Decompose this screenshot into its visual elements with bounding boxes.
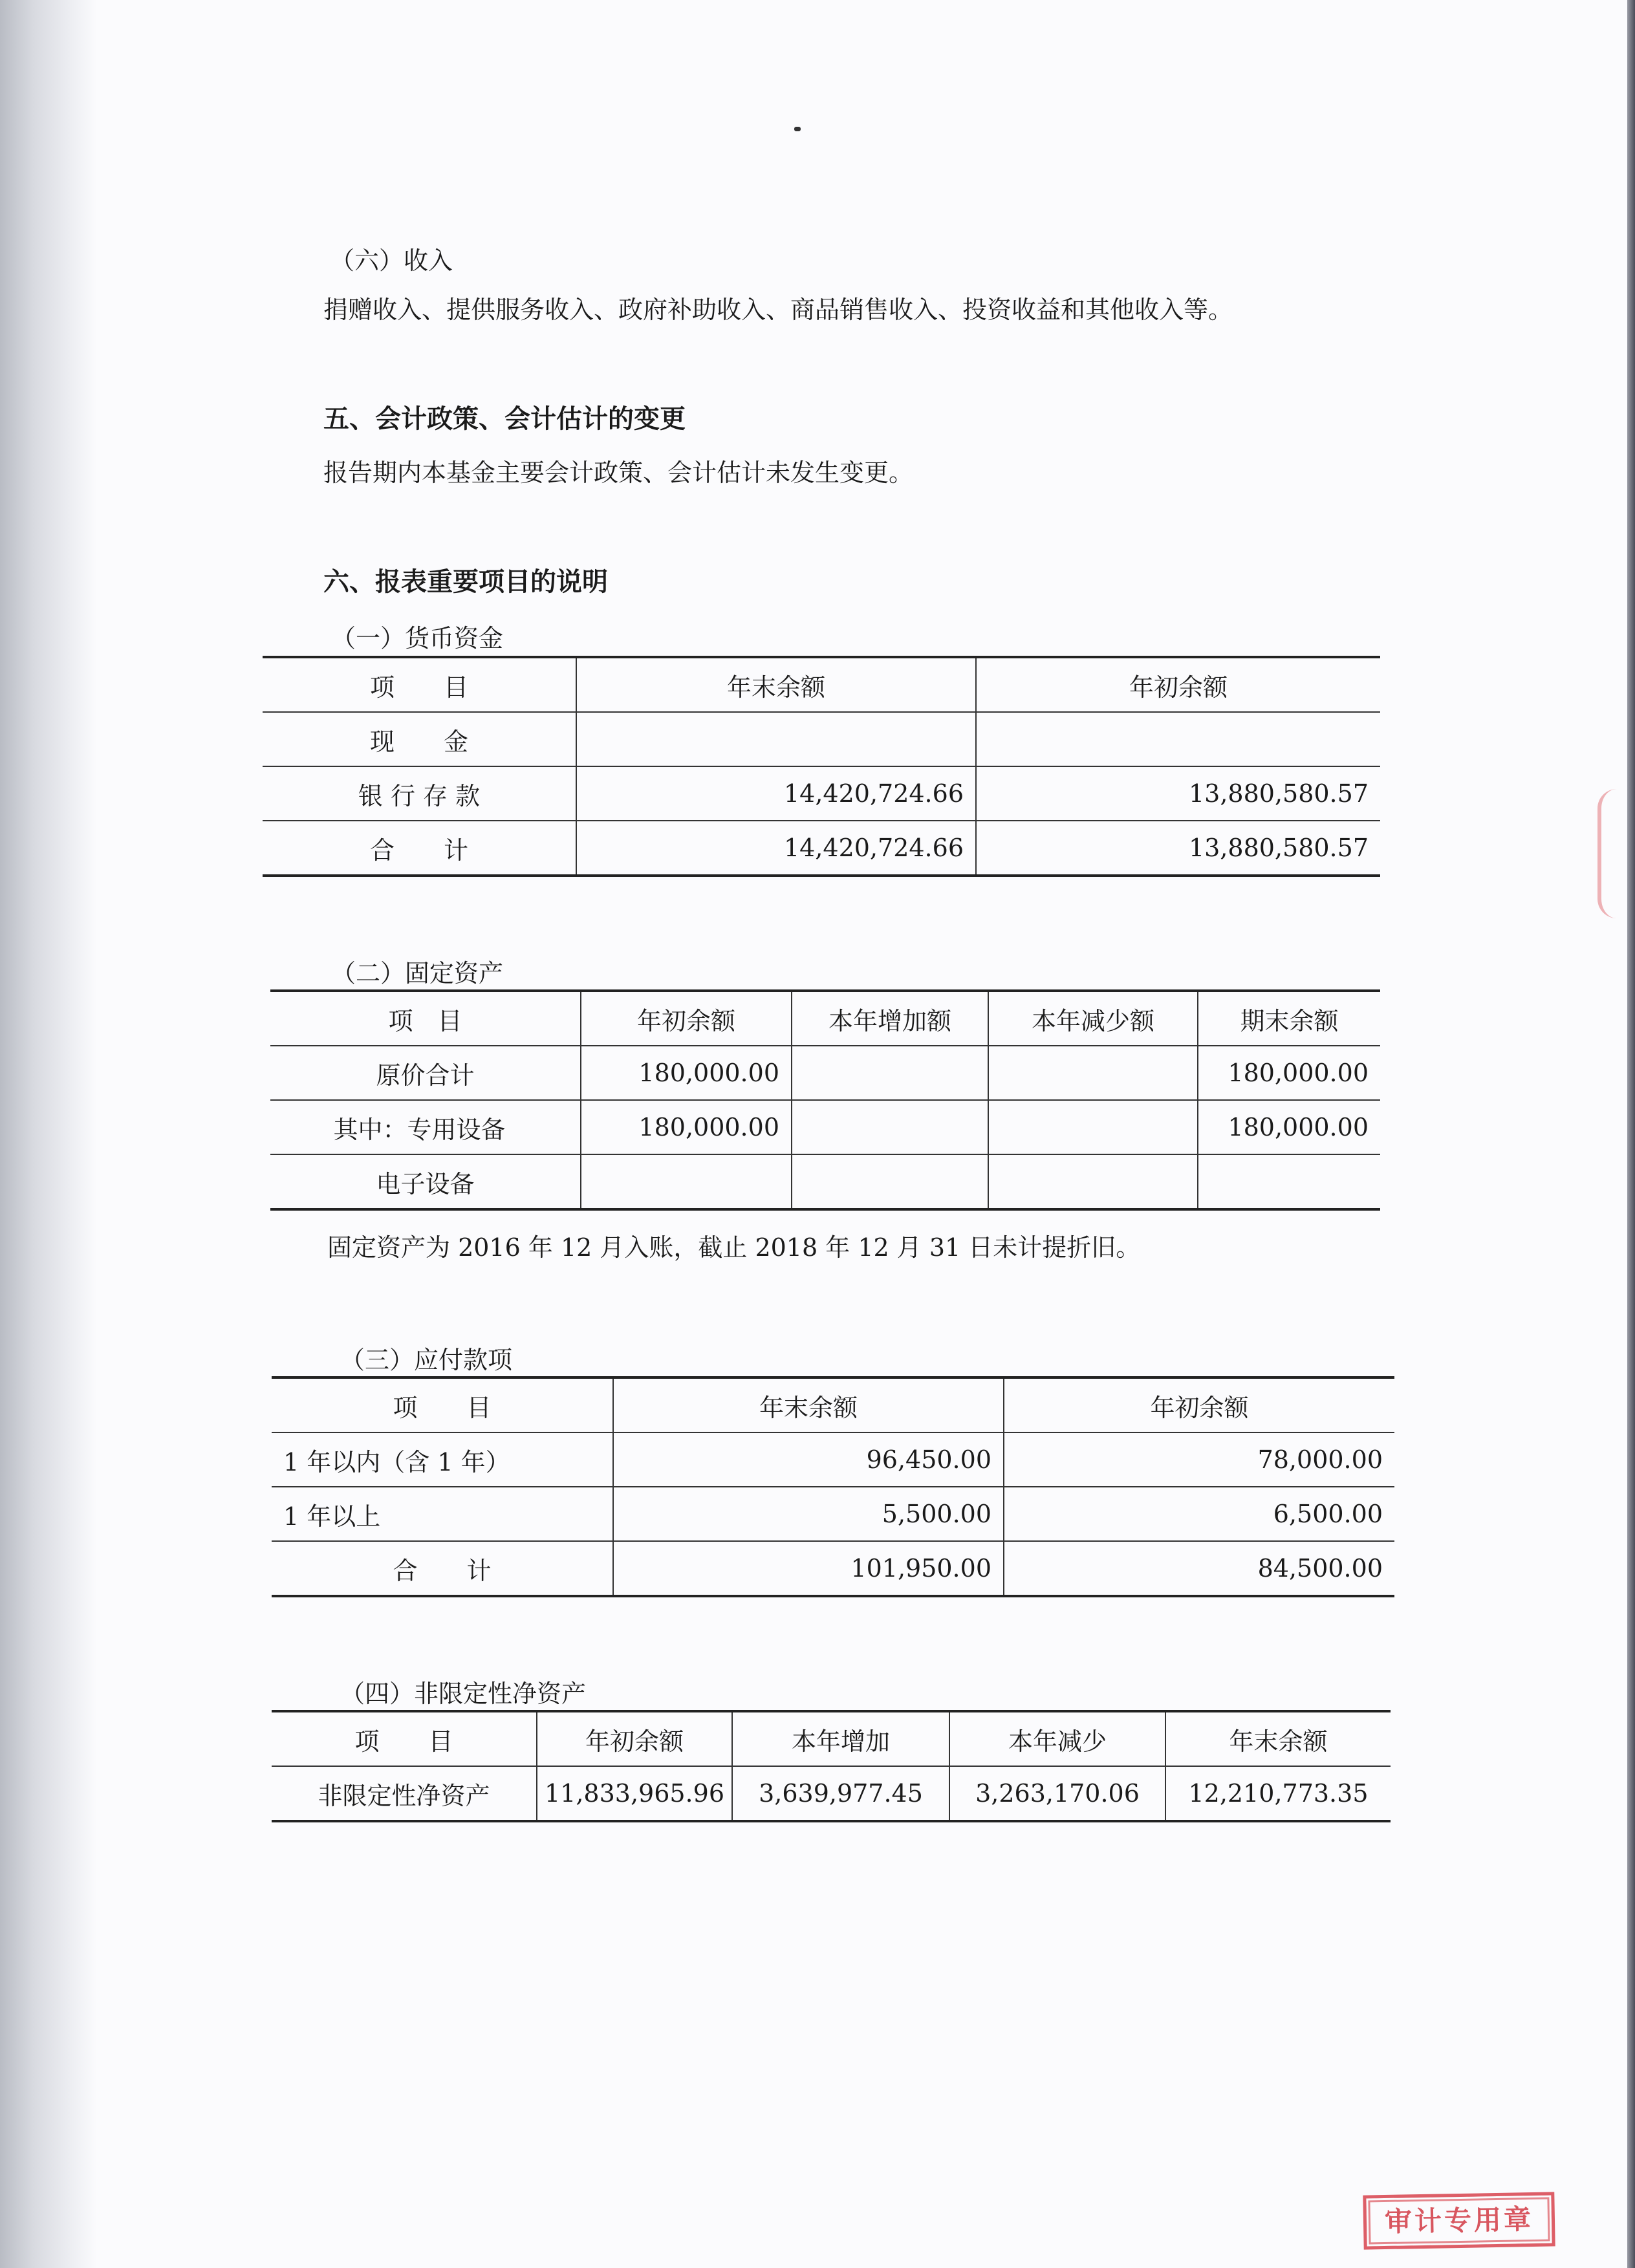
cell-value: 6,500.00 [1004, 1487, 1394, 1541]
row-label: 银 行 存 款 [263, 766, 576, 821]
row-label: 合 计 [263, 821, 576, 876]
table-row [272, 1432, 1394, 1487]
table-row [263, 766, 1380, 821]
cell-value: 13,880,580.57 [976, 766, 1380, 821]
cell-value: 180,000.00 [581, 1100, 792, 1154]
table-row [272, 1487, 1394, 1541]
net-assets-title: （四）非限定性净资产 [340, 1679, 587, 1708]
cell-value [988, 1154, 1198, 1209]
income-text: 捐赠收入、提供服务收入、政府补助收入、商品销售收入、投资收益和其他收入等。 [323, 296, 1233, 324]
scan-speck [794, 127, 801, 131]
cell-value [581, 1154, 792, 1209]
policy-change-heading: 五、会计政策、会计估计的变更 [323, 404, 686, 434]
table-row [263, 821, 1380, 876]
cell-value: 96,450.00 [613, 1432, 1004, 1487]
cell-value: 180,000.00 [581, 1046, 792, 1100]
cell-value: 14,420,724.66 [576, 821, 976, 876]
cell-value: 11,833,965.96 [537, 1766, 732, 1821]
notes-heading: 六、报表重要项目的说明 [323, 567, 608, 597]
table-header: 项 目 [388, 1006, 462, 1035]
row-label: 1 年以上 [272, 1487, 613, 1541]
table-header-row [272, 1711, 1391, 1766]
table-row [270, 1100, 1380, 1154]
cell-value: 14,420,724.66 [576, 766, 976, 821]
net-assets-table [272, 1710, 1391, 1822]
cash-title: （一）货币资金 [331, 624, 504, 653]
row-label: 原价合计 [270, 1046, 581, 1100]
table-header: 项 目 [393, 1393, 492, 1422]
cell-value [988, 1100, 1198, 1154]
cell-value: 13,880,580.57 [976, 821, 1380, 876]
table-header: 本年减少 [949, 1711, 1165, 1766]
cell-value [988, 1046, 1198, 1100]
table-header: 年初余额 [976, 657, 1380, 712]
fixed-assets-note: 固定资产为 2016 年 12 月入账，截止 2018 年 12 月 31 日未计提折旧。 [327, 1233, 1141, 1262]
page-edge [1627, 0, 1635, 2268]
table-header-row [270, 991, 1380, 1046]
cell-value [576, 712, 976, 766]
payable-table [272, 1376, 1394, 1597]
cell-value: 3,263,170.06 [949, 1766, 1165, 1821]
table-header: 项 目 [369, 673, 468, 702]
cell-value [792, 1154, 988, 1209]
table-row [272, 1766, 1391, 1821]
row-label: 现 金 [263, 712, 576, 766]
row-label: 合 计 [272, 1541, 613, 1596]
table-header: 年末余额 [1165, 1711, 1391, 1766]
table-header: 本年增加额 [792, 991, 988, 1046]
table-header: 期末余额 [1198, 991, 1380, 1046]
cell-value: 78,000.00 [1004, 1432, 1394, 1487]
row-label: 其中：专用设备 [270, 1100, 581, 1154]
table-header: 年初余额 [581, 991, 792, 1046]
cash-table [263, 656, 1380, 877]
table-header: 本年增加 [732, 1711, 949, 1766]
cell-value: 12,210,773.35 [1165, 1766, 1391, 1821]
table-row [270, 1046, 1380, 1100]
table-header: 年末余额 [576, 657, 976, 712]
seal-edge-mark [1597, 789, 1627, 918]
cell-value: 5,500.00 [613, 1487, 1004, 1541]
row-label: 非限定性净资产 [272, 1766, 537, 1821]
table-header: 项 目 [354, 1727, 453, 1756]
table-row [270, 1154, 1380, 1209]
payable-title: （三）应付款项 [340, 1346, 513, 1374]
row-label: 电子设备 [270, 1154, 581, 1209]
table-header: 年末余额 [613, 1377, 1004, 1432]
table-header-row [272, 1377, 1394, 1432]
row-label: 1 年以内（含 1 年） [272, 1432, 613, 1487]
table-header: 年初余额 [537, 1711, 732, 1766]
table-row [263, 712, 1380, 766]
page-binding-shadow [0, 0, 97, 2268]
cell-value: 84,500.00 [1004, 1541, 1394, 1596]
fixed-assets-title: （二）固定资产 [331, 959, 504, 988]
cell-value [792, 1100, 988, 1154]
cell-value [792, 1046, 988, 1100]
policy-change-text: 报告期内本基金主要会计政策、会计估计未发生变更。 [323, 459, 914, 487]
audit-stamp: 审计专用章 [1363, 2192, 1555, 2249]
table-header: 本年减少额 [988, 991, 1198, 1046]
table-header: 年初余额 [1004, 1377, 1394, 1432]
cell-value [976, 712, 1380, 766]
table-header-row [263, 657, 1380, 712]
cell-value: 3,639,977.45 [732, 1766, 949, 1821]
income-heading: （六）收入 [330, 246, 453, 275]
cell-value: 180,000.00 [1198, 1046, 1380, 1100]
cell-value: 101,950.00 [613, 1541, 1004, 1596]
fixed-assets-table [270, 989, 1380, 1211]
table-row [272, 1541, 1394, 1596]
cell-value: 180,000.00 [1198, 1100, 1380, 1154]
cell-value [1198, 1154, 1380, 1209]
